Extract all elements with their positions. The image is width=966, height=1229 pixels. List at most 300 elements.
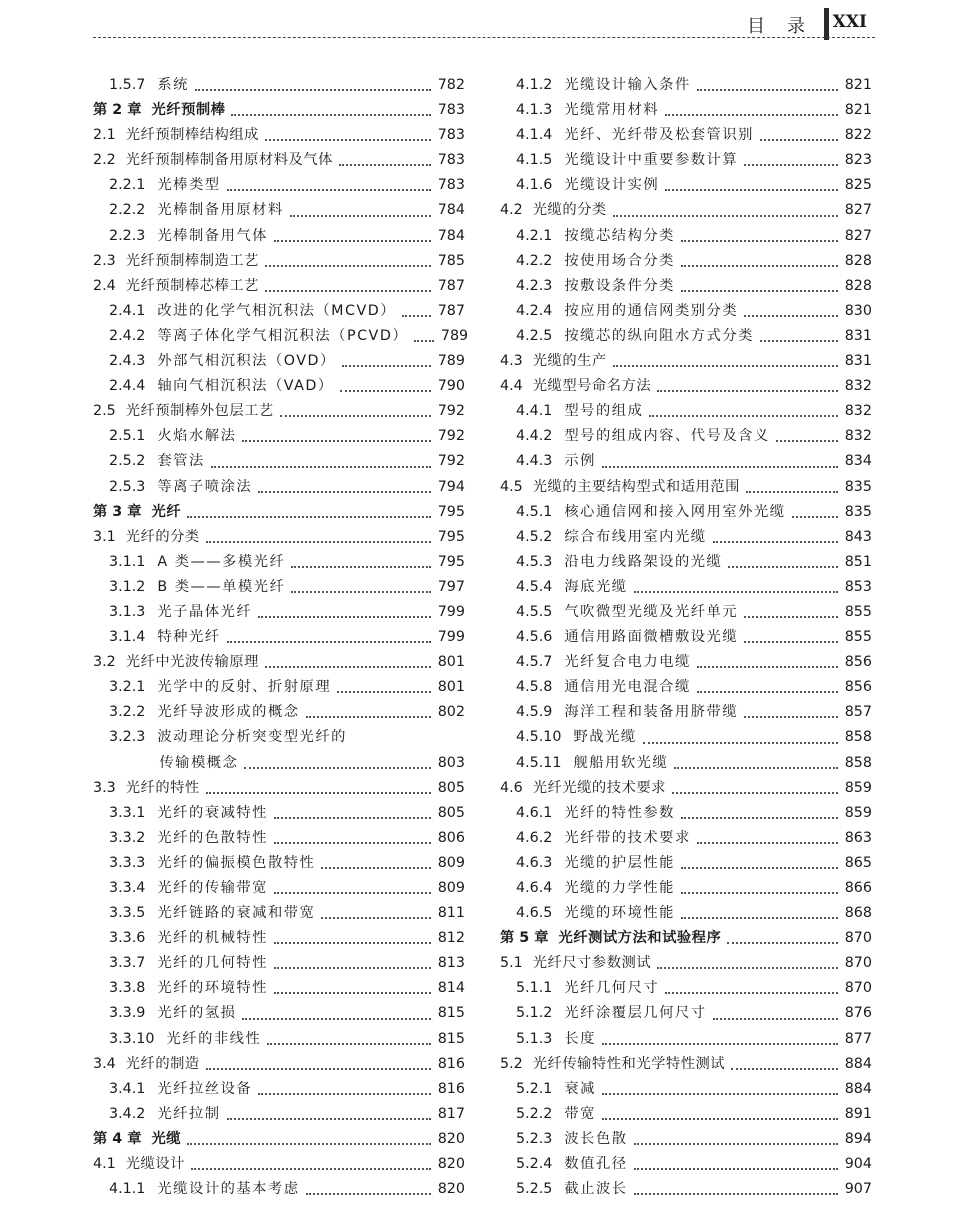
toc-entry-title: 示例 — [564, 453, 596, 470]
toc-entry-title: 光纤的几何特性 — [157, 955, 268, 972]
toc-entry — [500, 73, 872, 98]
toc-entry-title: 光纤涂覆层几何尺寸 — [564, 1005, 707, 1022]
toc-entry-number: 4.5.1 — [516, 503, 553, 520]
toc-entry-title: 光缆设计中重要参数计算 — [564, 152, 739, 169]
toc-chapter-entry — [93, 98, 465, 123]
toc-dot-leader — [665, 189, 838, 191]
toc-entry — [500, 123, 872, 148]
toc-entry-title: B 类——单模光纤 — [157, 578, 286, 595]
toc-entry-title: 光纤预制棒制造工艺 — [125, 252, 259, 269]
toc-entry-number: 4.4 — [500, 378, 523, 395]
toc-entry-number: 4.5 — [500, 478, 523, 495]
toc-page-number: 870 — [844, 980, 872, 997]
toc-page-number: 843 — [844, 528, 872, 545]
toc-entry-title: 光棒类型 — [157, 177, 221, 194]
toc-entry — [93, 1152, 465, 1177]
toc-dot-leader — [731, 1068, 838, 1070]
toc-entry-title: 光纤测试方法和试验程序 — [558, 930, 722, 947]
toc-entry — [500, 876, 872, 901]
toc-dot-leader — [242, 1018, 431, 1020]
toc-entry-number: 2.5.1 — [109, 428, 146, 445]
toc-entry — [500, 198, 872, 223]
toc-dot-leader — [602, 1093, 838, 1095]
toc-entry — [93, 700, 465, 725]
toc-entry — [93, 1102, 465, 1127]
toc-entry-number: 4.2.2 — [516, 252, 553, 269]
toc-entry-number: 3.3.5 — [109, 905, 146, 922]
toc-dot-leader — [337, 691, 431, 693]
toc-entry-number: 3.3.4 — [109, 880, 146, 896]
toc-dot-leader — [744, 616, 838, 618]
toc-page-number: 858 — [844, 729, 872, 746]
toc-entry-number: 第 5 章 — [500, 930, 549, 947]
toc-dot-leader — [306, 716, 431, 718]
toc-column-right — [500, 73, 872, 1202]
toc-entry-number: 2.3 — [93, 252, 116, 269]
toc-entry — [93, 625, 465, 650]
toc-entry-title: 通信用光电混合缆 — [564, 679, 691, 696]
toc-entry-title: 外部气相沉积法（OVD） — [157, 353, 336, 370]
toc-dot-leader — [231, 114, 431, 116]
toc-entry-title: 光纤链路的衰减和带宽 — [157, 905, 316, 922]
toc-entry-title: 光纤复合电力电缆 — [564, 654, 691, 671]
toc-entry-number: 3.1 — [93, 528, 116, 545]
toc-entry — [500, 901, 872, 926]
toc-page-number: 828 — [844, 277, 872, 294]
toc-entry-title: 型号的组成内容、代号及含义 — [564, 428, 770, 445]
toc-entry-title: 轴向气相沉积法（VAD） — [157, 378, 334, 395]
toc-entry — [93, 73, 465, 98]
toc-dot-leader — [634, 1168, 838, 1170]
toc-entry-number: 4.6.5 — [516, 905, 553, 922]
toc-entry-title: 光纤的传输带宽 — [157, 880, 268, 896]
toc-entry-title: 光缆型号命名方法 — [532, 378, 652, 395]
toc-entry-number: 5.2.2 — [516, 1105, 553, 1122]
toc-entry — [500, 951, 872, 976]
toc-page-number: 870 — [844, 930, 872, 947]
toc-entry — [500, 224, 872, 249]
toc-page-number: 792 — [437, 403, 465, 420]
toc-page-number: 856 — [844, 679, 872, 696]
toc-entry — [93, 650, 465, 675]
toc-page-number: 856 — [844, 654, 872, 671]
toc-entry-number: 1.5.7 — [109, 77, 146, 93]
toc-entry-number: 5.1.1 — [516, 980, 553, 997]
toc-dot-leader — [744, 716, 838, 718]
toc-dot-leader — [265, 666, 431, 668]
toc-entry-number: 2.1 — [93, 127, 116, 144]
toc-entry-number: 2.2.3 — [109, 227, 146, 244]
toc-dot-leader — [681, 240, 838, 242]
toc-page-number: 884 — [844, 1055, 872, 1072]
toc-entry-number: 3.2 — [93, 654, 116, 671]
toc-dot-leader — [602, 1118, 838, 1120]
toc-entry-title: 光缆常用材料 — [564, 102, 660, 119]
toc-entry — [93, 148, 465, 173]
toc-dot-leader — [265, 139, 431, 141]
toc-entry-title: 光纤导波形成的概念 — [157, 704, 300, 721]
toc-entry-number: 4.4.1 — [516, 403, 553, 420]
toc-dot-leader — [672, 792, 838, 794]
toc-dot-leader — [242, 440, 431, 442]
toc-page-number: 835 — [844, 503, 872, 520]
toc-entry — [93, 349, 465, 374]
toc-entry — [93, 675, 465, 700]
toc-dot-leader — [681, 917, 838, 919]
toc-dot-leader — [274, 842, 431, 844]
toc-entry-title: 光纤的分类 — [125, 528, 200, 545]
toc-dot-leader — [613, 215, 838, 217]
toc-page-number: 835 — [844, 478, 872, 495]
toc-entry-number: 4.5.6 — [516, 629, 553, 646]
toc-entry — [93, 324, 469, 349]
toc-page-number: 811 — [437, 905, 465, 922]
toc-dot-leader — [274, 967, 431, 969]
toc-dot-leader — [649, 415, 838, 417]
toc-page-number: 904 — [844, 1156, 872, 1173]
toc-dot-leader — [274, 942, 431, 944]
toc-entry-title: 光纤拉制 — [157, 1105, 221, 1122]
toc-dot-leader — [792, 516, 838, 518]
toc-page-number: 783 — [437, 127, 465, 144]
toc-page-number: 795 — [437, 503, 465, 520]
toc-dot-leader — [206, 1068, 431, 1070]
toc-entry — [93, 274, 465, 299]
toc-entry — [500, 374, 872, 399]
toc-entry-number: 3.3.9 — [109, 1005, 146, 1022]
toc-page-number: 894 — [844, 1130, 872, 1147]
toc-page-number: 820 — [437, 1181, 465, 1198]
toc-dot-leader — [681, 265, 838, 267]
toc-entry — [500, 725, 872, 750]
toc-entry — [500, 1077, 872, 1102]
toc-page-number: 805 — [437, 804, 465, 821]
toc-dot-leader — [265, 265, 431, 267]
toc-entry — [500, 525, 872, 550]
toc-page-number: 822 — [844, 127, 872, 144]
toc-entry-title: 光纤的特性 — [125, 779, 200, 796]
toc-entry-number: 3.2.2 — [109, 704, 146, 721]
toc-page-number: 787 — [437, 277, 465, 294]
toc-page-number: 795 — [437, 553, 465, 570]
toc-dot-leader — [265, 290, 431, 292]
toc-page-number: 876 — [844, 1005, 872, 1022]
toc-entry-number: 2.5.3 — [109, 478, 146, 495]
toc-entry-title: 光纤尺寸参数测试 — [532, 955, 652, 972]
toc-dot-leader — [306, 1193, 431, 1195]
toc-entry-number: 2.4.4 — [109, 378, 146, 395]
toc-entry-title: 通信用路面微槽敷设光缆 — [564, 629, 739, 646]
toc-page-number: 823 — [844, 152, 872, 169]
toc-dot-leader — [206, 792, 431, 794]
toc-entry — [93, 123, 465, 148]
toc-entry — [93, 926, 465, 951]
toc-page-number: 863 — [844, 829, 872, 846]
toc-page-number: 784 — [437, 227, 465, 244]
toc-dot-leader — [697, 691, 838, 693]
toc-dot-leader — [681, 817, 838, 819]
toc-dot-leader — [274, 240, 431, 242]
toc-entry-title: 长度 — [564, 1030, 596, 1047]
toc-dot-leader — [697, 666, 838, 668]
toc-dot-leader — [760, 139, 838, 141]
toc-chapter-entry — [500, 926, 872, 951]
toc-entry — [500, 324, 872, 349]
toc-entry-number: 4.5.10 — [516, 729, 562, 746]
toc-dot-leader — [342, 365, 431, 367]
toc-entry-number: 3.1.3 — [109, 603, 146, 620]
toc-dot-leader — [613, 365, 838, 367]
toc-entry — [93, 1027, 465, 1052]
toc-page-number: 857 — [844, 704, 872, 721]
toc-page-number: 801 — [437, 654, 465, 671]
toc-entry — [93, 951, 465, 976]
toc-page-number: 855 — [844, 629, 872, 646]
toc-page-number: 868 — [844, 905, 872, 922]
toc-entry — [93, 976, 465, 1001]
toc-entry-number: 5.1 — [500, 955, 523, 972]
toc-page-number: 813 — [437, 955, 465, 972]
toc-dot-leader — [744, 315, 838, 317]
toc-entry-number: 4.3 — [500, 353, 523, 370]
toc-entry-title: 按缆芯结构分类 — [564, 227, 675, 244]
toc-entry-title: 带宽 — [564, 1105, 596, 1122]
toc-entry-title: 光学中的反射、折射原理 — [157, 679, 332, 696]
toc-dot-leader — [681, 892, 838, 894]
toc-page-number: 814 — [437, 980, 465, 997]
toc-entry-number: 第 4 章 — [93, 1130, 142, 1147]
toc-entry-number: 4.5.5 — [516, 603, 553, 620]
toc-entry-title: 衰减 — [564, 1080, 596, 1097]
toc-entry — [93, 826, 465, 851]
toc-entry — [93, 1052, 465, 1077]
toc-entry-title: 光缆的主要结构型式和适用范围 — [532, 478, 740, 495]
toc-dot-leader — [290, 215, 431, 217]
toc-entry-number: 4.1 — [93, 1156, 116, 1173]
toc-entry-number: 第 2 章 — [93, 102, 142, 119]
toc-entry-number: 3.2.1 — [109, 679, 146, 696]
toc-entry — [500, 1102, 872, 1127]
toc-entry-title: 光纤、光纤带及松套管识别 — [564, 127, 754, 144]
toc-entry-title: 光棒制备用原材料 — [157, 202, 284, 219]
toc-dot-leader — [274, 892, 431, 894]
toc-entry — [500, 1027, 872, 1052]
toc-entry-title: 光缆设计输入条件 — [564, 77, 691, 93]
toc-entry-number: 3.3.3 — [109, 854, 146, 871]
toc-dot-leader — [211, 466, 431, 468]
toc-page-number: 820 — [437, 1130, 465, 1147]
toc-entry-number: 4.1.4 — [516, 127, 553, 144]
toc-column-left — [93, 73, 469, 1202]
toc-entry — [500, 399, 872, 424]
toc-page-number: 816 — [437, 1080, 465, 1097]
toc-dot-leader — [321, 917, 431, 919]
toc-entry — [93, 224, 465, 249]
toc-page-number: 907 — [844, 1181, 872, 1198]
toc-entry-number: 4.2 — [500, 202, 523, 219]
toc-entry — [500, 625, 872, 650]
toc-dot-leader — [634, 591, 838, 593]
toc-page-number: 817 — [437, 1105, 465, 1122]
toc-page-number: 794 — [437, 478, 465, 495]
toc-page-number: 806 — [437, 829, 465, 846]
toc-entry — [93, 198, 465, 223]
toc-entry-number: 3.3.1 — [109, 804, 146, 821]
toc-entry — [500, 475, 872, 500]
toc-dot-leader — [227, 641, 431, 643]
toc-entry-number: 4.1.3 — [516, 102, 553, 119]
toc-page-number: 891 — [844, 1105, 872, 1122]
toc-entry-number: 4.2.4 — [516, 302, 553, 319]
toc-dot-leader — [258, 491, 431, 493]
toc-entry — [500, 1177, 872, 1202]
toc-dot-leader — [697, 842, 838, 844]
toc-entry-title: 光缆的生产 — [532, 353, 607, 370]
toc-entry-number: 4.6 — [500, 779, 523, 796]
toc-entry-number: 2.4.3 — [109, 353, 146, 370]
toc-entry-title: 光缆的分类 — [532, 202, 607, 219]
toc-entry-title: 光纤的环境特性 — [157, 980, 268, 997]
toc-entry-number: 2.5.2 — [109, 453, 146, 470]
toc-entry-number: 3.3.7 — [109, 955, 146, 972]
toc-entry-number: 5.2.1 — [516, 1080, 553, 1097]
toc-entry-title: 光纤预制棒结构组成 — [125, 127, 259, 144]
toc-page-number: 785 — [437, 252, 465, 269]
toc-entry — [93, 399, 465, 424]
toc-dot-leader — [195, 89, 431, 91]
toc-dot-leader — [665, 114, 838, 116]
toc-entry-number: 3.1.4 — [109, 629, 146, 646]
toc-dot-leader — [227, 189, 431, 191]
header-title: 目 录 — [747, 16, 807, 37]
toc-dot-leader — [414, 340, 434, 342]
toc-entry — [500, 1127, 872, 1152]
toc-page-number: 815 — [437, 1030, 465, 1047]
toc-page-number: 834 — [844, 453, 872, 470]
toc-entry-number: 4.2.5 — [516, 327, 553, 344]
toc-entry-number: 4.2.1 — [516, 227, 553, 244]
toc-entry-number: 3.3.8 — [109, 980, 146, 997]
toc-entry-number: 4.5.2 — [516, 528, 553, 545]
toc-page-number: 789 — [440, 327, 469, 344]
toc-entry — [500, 98, 872, 123]
toc-page-number: 828 — [844, 252, 872, 269]
toc-page-number: 877 — [844, 1030, 872, 1047]
toc-page-number: 803 — [437, 754, 465, 771]
toc-entry-title: 波长色散 — [564, 1130, 628, 1147]
toc-entry-number: 5.2 — [500, 1055, 523, 1072]
toc-entry-title: 系统 — [157, 77, 189, 93]
toc-page-number: 801 — [437, 679, 465, 696]
toc-entry-title: 海底光缆 — [564, 578, 628, 595]
toc-dot-leader — [187, 516, 431, 518]
toc-entry — [500, 249, 872, 274]
toc-page-number: 832 — [844, 403, 872, 420]
toc-entry-title: A 类——多模光纤 — [157, 553, 286, 570]
toc-entry — [93, 876, 465, 901]
toc-dot-leader — [321, 867, 431, 869]
toc-entry — [500, 299, 872, 324]
toc-entry-title: 按使用场合分类 — [564, 252, 675, 269]
toc-page-number: 787 — [437, 302, 465, 319]
toc-entry-title: 按缆芯的纵向阻水方式分类 — [564, 327, 754, 344]
toc-entry-number: 4.6.3 — [516, 854, 553, 871]
toc-entry — [500, 173, 872, 198]
toc-entry-title: 数值孔径 — [564, 1156, 628, 1173]
toc-entry-number: 2.2 — [93, 152, 116, 169]
toc-page-number: 855 — [844, 603, 872, 620]
toc-dot-leader — [291, 566, 431, 568]
toc-dot-leader — [657, 967, 838, 969]
toc-entry-number: 5.1.2 — [516, 1005, 553, 1022]
toc-dot-leader — [227, 1118, 431, 1120]
toc-page-number: 797 — [437, 578, 465, 595]
toc-dot-leader — [746, 491, 838, 493]
toc-entry-title: 等离子体化学气相沉积法（PCVD） — [157, 327, 409, 344]
toc-page-number: 820 — [437, 1156, 465, 1173]
toc-entry-title: 光棒制备用气体 — [157, 227, 268, 244]
toc-entry-title: 截止波长 — [564, 1181, 628, 1198]
toc-page-number: 851 — [844, 553, 872, 570]
toc-entry-number: 4.6.4 — [516, 880, 553, 896]
toc-page-number: 795 — [437, 528, 465, 545]
toc-dot-leader — [657, 390, 838, 392]
toc-entry-title: 光缆设计 — [125, 1156, 185, 1173]
toc-page-number: 783 — [437, 177, 465, 194]
toc-entry — [93, 475, 465, 500]
toc-entry-title: 光纤预制棒外包层工艺 — [125, 403, 274, 420]
toc-entry — [93, 901, 465, 926]
toc-page-number: 853 — [844, 578, 872, 595]
toc-page-number: 821 — [844, 77, 872, 93]
toc-entry-number: 3.3.2 — [109, 829, 146, 846]
toc-entry-number: 3.1.1 — [109, 553, 146, 570]
toc-entry — [500, 751, 872, 776]
toc-entry — [500, 424, 872, 449]
toc-page-number: 859 — [844, 804, 872, 821]
toc-entry — [500, 700, 872, 725]
toc-entry-number: 2.4 — [93, 277, 116, 294]
toc-entry — [500, 1152, 872, 1177]
toc-page-number: 805 — [437, 779, 465, 796]
toc-page-number: 859 — [844, 779, 872, 796]
toc-entry-number: 4.1.1 — [109, 1181, 146, 1198]
toc-entry — [93, 449, 465, 474]
toc-dot-leader — [402, 315, 431, 317]
toc-entry-number: 3.3.6 — [109, 930, 146, 947]
toc-entry-number: 2.2.1 — [109, 177, 146, 194]
toc-page-number: 792 — [437, 428, 465, 445]
toc-dot-leader — [267, 1043, 431, 1045]
toc-entry-number: 4.5.11 — [516, 754, 562, 771]
toc-dot-leader — [280, 415, 431, 417]
toc-page-number: 821 — [844, 102, 872, 119]
toc-dot-leader — [665, 992, 838, 994]
toc-page-number: 782 — [437, 77, 465, 93]
toc-entry-number: 4.5.3 — [516, 553, 553, 570]
toc-dot-leader — [602, 1043, 838, 1045]
toc-entry-title: 光纤几何尺寸 — [564, 980, 660, 997]
header-dashed-rule — [93, 37, 875, 38]
toc-entry-number: 3.4.2 — [109, 1105, 146, 1122]
toc-page-number: 799 — [437, 629, 465, 646]
toc-page-number: 830 — [844, 302, 872, 319]
toc-dot-leader — [727, 942, 838, 944]
toc-entry-number: 5.2.3 — [516, 1130, 553, 1147]
toc-chapter-entry — [93, 1127, 465, 1152]
toc-page-number: 832 — [844, 428, 872, 445]
toc-entry — [500, 826, 872, 851]
